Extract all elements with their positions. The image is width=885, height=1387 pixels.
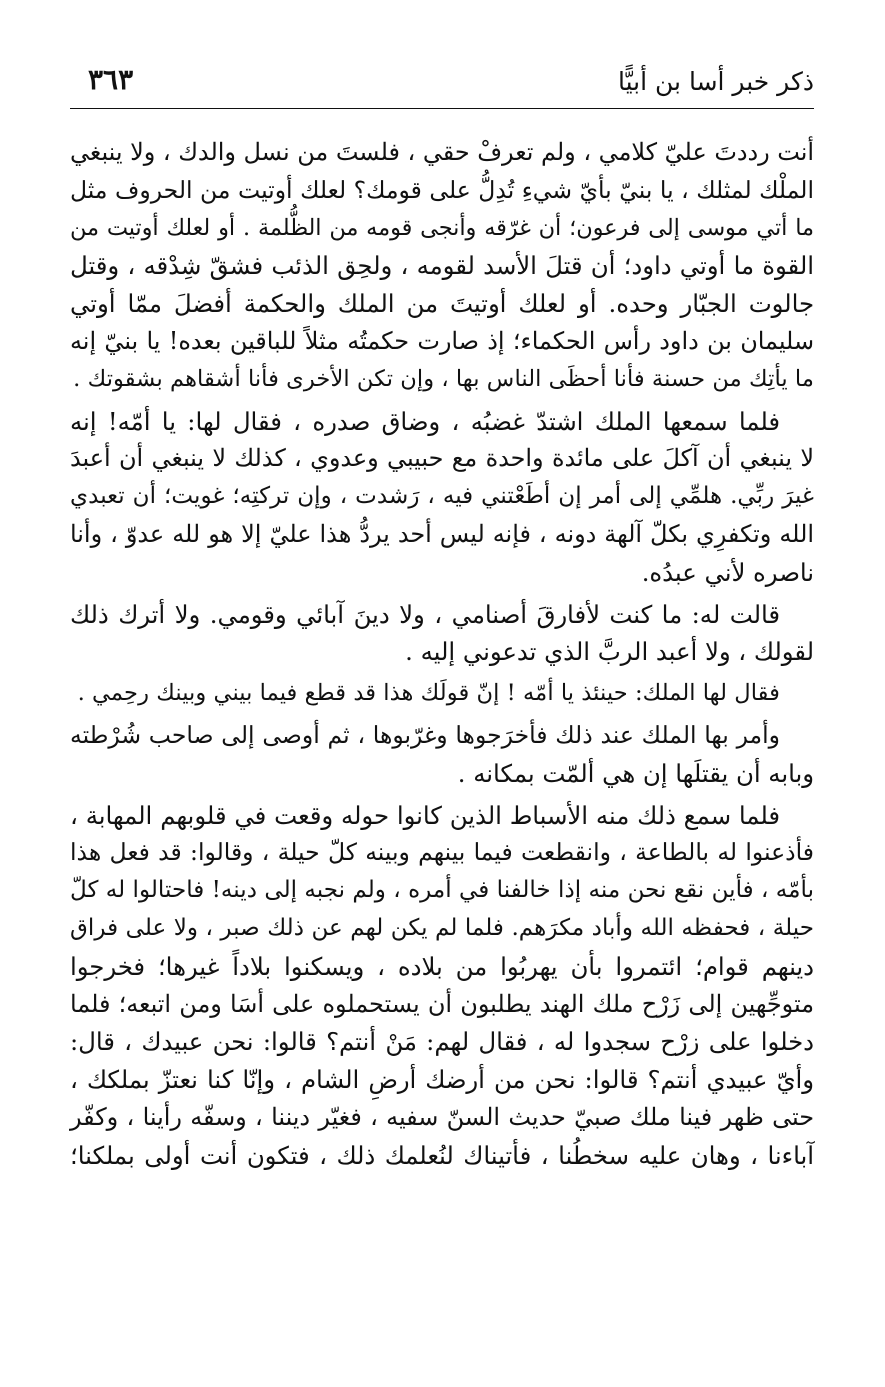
text-line: فقال لها الملك: حينئذ يا أمّه ! إنّ قولَك هذا قد قطع فيما بيني وبينك رحِمي .: [77, 680, 780, 707]
page-header: [70, 58, 814, 104]
paragraph: [70, 596, 814, 672]
running-title: ذكر خبر أسا بن أبيًّا: [618, 67, 814, 96]
text-line: دينهم قوام؛ ائتمروا بأن يهربُوا من بلاده ، ويسكنوا بلاداً غيرها؛ فخرجوا: [70, 951, 814, 981]
text-line: غيرَ ربِّي. هلمِّي إلى أمر إن أطَعْتني فيه ، رَشدت ، وإن تركتِه؛ غويت؛ أن تعبدي: [70, 483, 814, 510]
text-line: ما أتي موسى إلى فرعون؛ أن غرّقه وأنجى قومه من الظُّلمة . أو لعلك أوتيت من: [70, 214, 814, 241]
text-line: سليمان بن داود رأس الحكماء؛ إذ صارت حكمتُه مثلاً للباقين بعده! يا بنيّ إنه: [70, 326, 814, 355]
text-line: حتى ظهر فينا ملك صبيّ حديث السنّ سفيه ، فغيّر ديننا ، وسفّه رأينا ، وكفّر: [70, 1102, 814, 1131]
text-line: فلما سمعها الملك اشتدّ غضبُه ، وضاق صدره ، فقال لها: يا أمّه! إنه: [70, 406, 780, 436]
text-line: آباءنا ، وهان عليه سخطُنا ، فأتيناك لنُعلمك ذلك ، فتكون أنت أولى بملكنا؛: [70, 1140, 814, 1170]
text-line: وبابه أن يقتلَها إن هي ألمّت بمكانه .: [457, 758, 814, 788]
document-page: [70, 58, 814, 1358]
text-line: وأيّ عبيدي أنتم؟ قالوا: نحن من أرضك أرضِ الشام ، وإنّا كنا نعتزّ بملكك ،: [70, 1065, 814, 1095]
text-line: ما يأتِك من حسنة فأنا أحظَى الناس بها ، وإن تكن الأخرى فأنا أشقاهم بشقوتك .: [73, 365, 814, 392]
text-line: لقولك ، ولا أعبد الربَّ الذي تدعوني إليه .: [405, 637, 814, 667]
text-line: جالوت الجبّار وحده. أو لعلك أوتيتَ من الملك والحكمة أفضلَ ممّا أوتي: [70, 289, 814, 319]
text-line: فلما سمع ذلك منه الأسباط الذين كانوا حوله وقعت في قلوبهم المهابة ،: [70, 800, 780, 830]
text-line: حيلة ، فحفظه الله وأباد مكرَهم. فلما لم يكن لهم عن ذلك صبر ، ولا على فراق: [70, 914, 814, 941]
paragraph: [70, 717, 814, 793]
body-text: [70, 134, 814, 1179]
page-number: ٣٦٣: [88, 63, 134, 96]
paragraph: [70, 675, 814, 713]
text-line: بأمّه ، فأين نقع نحن منه إذا خالفنا في أمره ، ولم نجبه إلى دينه! فاحتالوا له كلّ: [69, 877, 814, 904]
text-line: لا ينبغي أن آكلَ على مائدة واحدة مع حبيبي وعدوي ، كذلك لا ينبغي أن أعبدَ: [70, 444, 814, 473]
header-rule: [70, 108, 814, 109]
text-line: قالت له: ما كنت لأفارقَ أصنامي ، ولا دينَ آبائي وقومي. ولا أترك ذلك: [70, 599, 780, 629]
paragraph: [70, 797, 814, 1175]
text-line: ناصره لأني عبدُه.: [641, 557, 814, 587]
text-line: الملْك لمثلك ، يا بنيّ بأيّ شيءِ تُدِلُّ على قومك؟ لعلك أوتيت من الحروف مثل: [70, 175, 814, 204]
text-line: فأذعنوا له بالطاعة ، وانقطعت فيما بينهم وبينه كلّ حيلة ، وقالوا: قد فعل هذا: [70, 838, 814, 867]
text-line: أنت رددتَ عليّ كلامي ، ولم تعرفْ حقي ، فلستَ من نسل والدك ، ولا ينبغي: [70, 138, 814, 166]
text-line: متوجِّهين إلى زَرْح ملك الهند يطلبون أن يستحملوه على أسَا ومن اتبعه؛ فلما: [70, 989, 814, 1018]
text-line: وأمر بها الملك عند ذلك فأخرَجوها وغرّبوها ، ثم أوصى إلى صاحب شُرْطته: [70, 720, 780, 749]
text-line: دخلوا على زرْح سجدوا له ، فقال لهم: مَنْ أنتم؟ قالوا: نحن عبيدك ، قال:: [70, 1027, 814, 1057]
paragraph: [70, 134, 814, 399]
text-line: الله وتكفرِي بكلّ آلهة دونه ، فإنه ليس أحد يردُّ هذا عليّ إلا هو لله عدوّ ، وأنا: [70, 519, 814, 548]
paragraph: [70, 403, 814, 592]
text-line: القوة ما أوتي داود؛ أن قتلَ الأسد لقومه ، ولحِق الذئب فشقّ شِدْقه ، وقتل: [70, 251, 814, 281]
